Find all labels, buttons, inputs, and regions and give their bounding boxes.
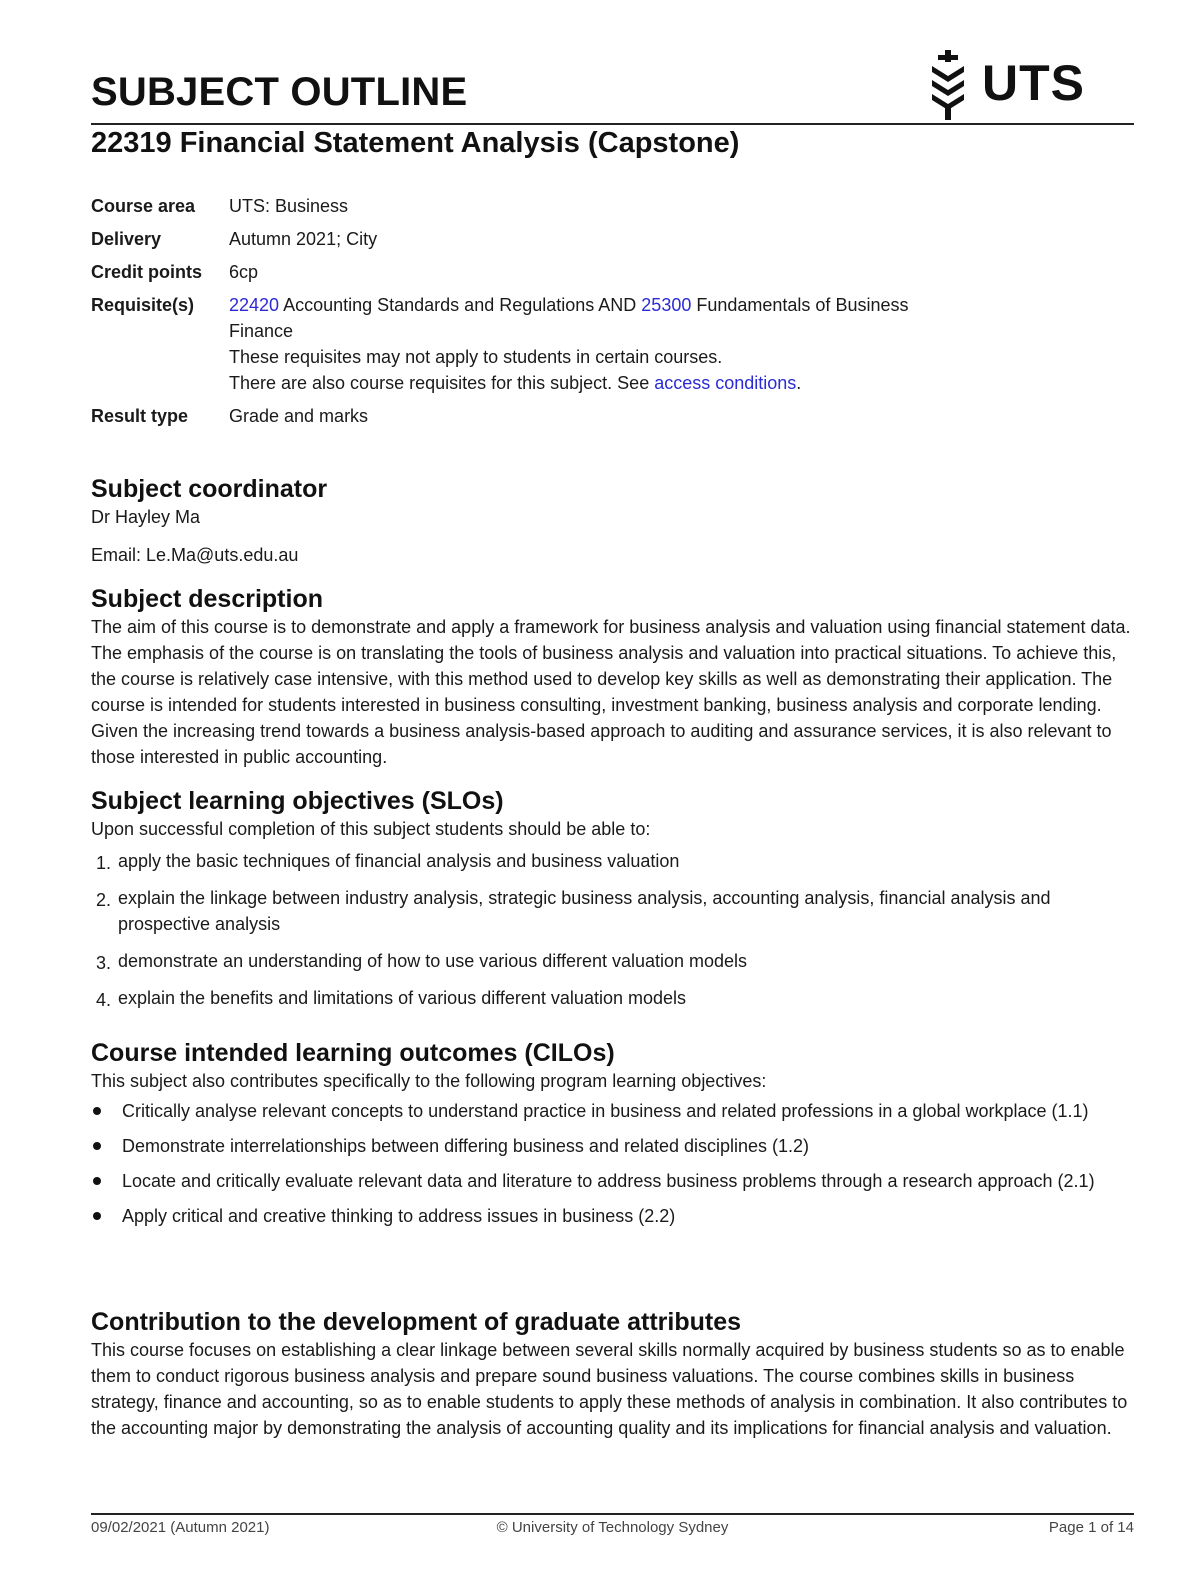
result-type-label: Result type [91,406,189,426]
slo-text: demonstrate an understanding of how to use various different valuation models [118,951,748,971]
cilo-item [91,1168,1141,1194]
bullet-icon [93,1177,101,1185]
credit-points-label: Credit points [91,262,202,282]
course-requisites-text: There are also course requisites for this subject. See [229,373,655,393]
course-area-label: Course area [91,196,196,216]
slo-text: apply the basic techniques of financial analysis and business valuation [118,851,680,871]
result-type-value: Grade and marks [229,406,369,426]
requisite-text-1: Accounting Standards and Regulations AND [279,295,642,315]
slos-section [91,786,1141,1022]
header-divider [91,123,1134,125]
cilo-text: Locate and critically evaluate relevant data and literature to address business problems through a research approach (2.1) [122,1171,1095,1191]
slo-item [91,948,1141,974]
course-requisites-note [229,370,1131,396]
subject-title: 22319 Financial Statement Analysis (Capstone) [91,127,740,159]
slo-item [91,848,1141,874]
slos-list [91,848,1141,1011]
graduate-attributes-section [91,1307,1141,1441]
slos-intro: Upon successful completion of this subject students should be able to: [91,819,651,839]
bullet-icon [93,1142,101,1150]
cilos-heading: Course intended learning outcomes (CILOs) [91,1039,615,1067]
course-area-value: UTS: Business [229,196,349,216]
requisites-label: Requisite(s) [91,295,195,315]
delivery-label: Delivery [91,229,162,249]
graduate-attributes-heading: Contribution to the development of graduate attributes [91,1308,741,1336]
slo-text: explain the benefits and limitations of various different valuation models [118,988,687,1008]
requisites-row [91,292,1131,396]
requisites-value [229,292,1131,396]
requisite-link-25300[interactable]: 25300 [641,295,692,315]
slos-heading: Subject learning objectives (SLOs) [91,787,504,815]
uts-crest-icon [926,50,970,124]
uts-logo [926,50,1096,124]
cilo-text: Demonstrate interrelationships between differing business and related disciplines (1.2) [122,1136,810,1156]
uts-logo-text: UTS [982,55,1085,111]
coordinator-heading: Subject coordinator [91,475,328,503]
coordinator-name: Dr Hayley Ma [91,507,201,527]
cilo-item [91,1203,1141,1229]
footer-page-number: Page 1 of 14 [1048,1519,1134,1536]
subject-details [91,193,1131,436]
slo-number: 3. [96,953,112,973]
description-text: The aim of this course is to demonstrate and apply a framework for business analysis and valuation using financial statement data. The emphasis of the course is on translating the tools of business analysis and valuation into practical situations. To achieve this, the course is relatively case intensive, with this method used to develop key skills as well as demonstrating their application. The course is intended for students interested in business consulting, investment banking, business analysis and corporate lending. Given the increasing trend towards a business analysis-based approach to auditing and assurance services, it is also relevant to those interested in public accounting. [91,617,1131,767]
cilo-text: Apply critical and creative thinking to address issues in business (2.2) [122,1206,676,1226]
cilo-item [91,1098,1141,1124]
cilo-item [91,1133,1141,1159]
slo-item [91,985,1141,1011]
document-title: SUBJECT OUTLINE [91,70,468,114]
course-requisites-period: . [796,373,802,393]
description-heading: Subject description [91,585,323,613]
graduate-attributes-text: This course focuses on establishing a clear linkage between several skills normally acquired by business students so as to enable them to conduct rigorous business analysis and prepare sound business valuations. The course combines skills in business strategy, finance and accounting, so as to enable students to apply these methods of analysis in combination. It also contributes to the accounting major by demonstrating the analysis of accounting quality and its implications for financial analysis and valuation. [91,1340,1128,1438]
footer-copyright: © University of Technology Sydney [496,1519,729,1536]
requisites-note: These requisites may not apply to students in certain courses. [229,347,723,367]
credit-points-value: 6cp [229,262,259,282]
requisites-subjects [229,292,919,344]
footer-divider [91,1513,1134,1515]
access-conditions-link[interactable]: access conditions [654,373,797,393]
cilo-text: Critically analyse relevant concepts to understand practice in business and related professions in a global workplace (1.1) [122,1101,1089,1121]
result-type-row [91,403,1131,429]
bullet-icon [93,1212,101,1220]
bullet-icon [93,1107,101,1115]
coordinator-email[interactable]: Email: Le.Ma@uts.edu.au [91,545,299,565]
cilos-section [91,1038,1141,1238]
slo-number: 2. [96,890,112,910]
course-area-row [91,193,1131,219]
slo-number: 4. [96,990,112,1010]
footer-date: 09/02/2021 (Autumn 2021) [91,1519,270,1536]
slo-number: 1. [96,853,112,873]
requisite-text-2: Fundamentals of Business Finance [229,295,909,341]
slo-item [91,885,1141,937]
delivery-row [91,226,1131,252]
cilos-list [91,1098,1141,1229]
description-section [91,584,1141,770]
delivery-value: Autumn 2021; City [229,229,378,249]
requisite-link-22420[interactable]: 22420 [229,295,280,315]
cilos-intro: This subject also contributes specifically to the following program learning objectives: [91,1071,767,1091]
slo-text: explain the linkage between industry analysis, strategic business analysis, accounting analysis, financial analysis and prospective analysis [118,888,1051,934]
coordinator-section [91,474,1141,568]
credit-points-row [91,259,1131,285]
